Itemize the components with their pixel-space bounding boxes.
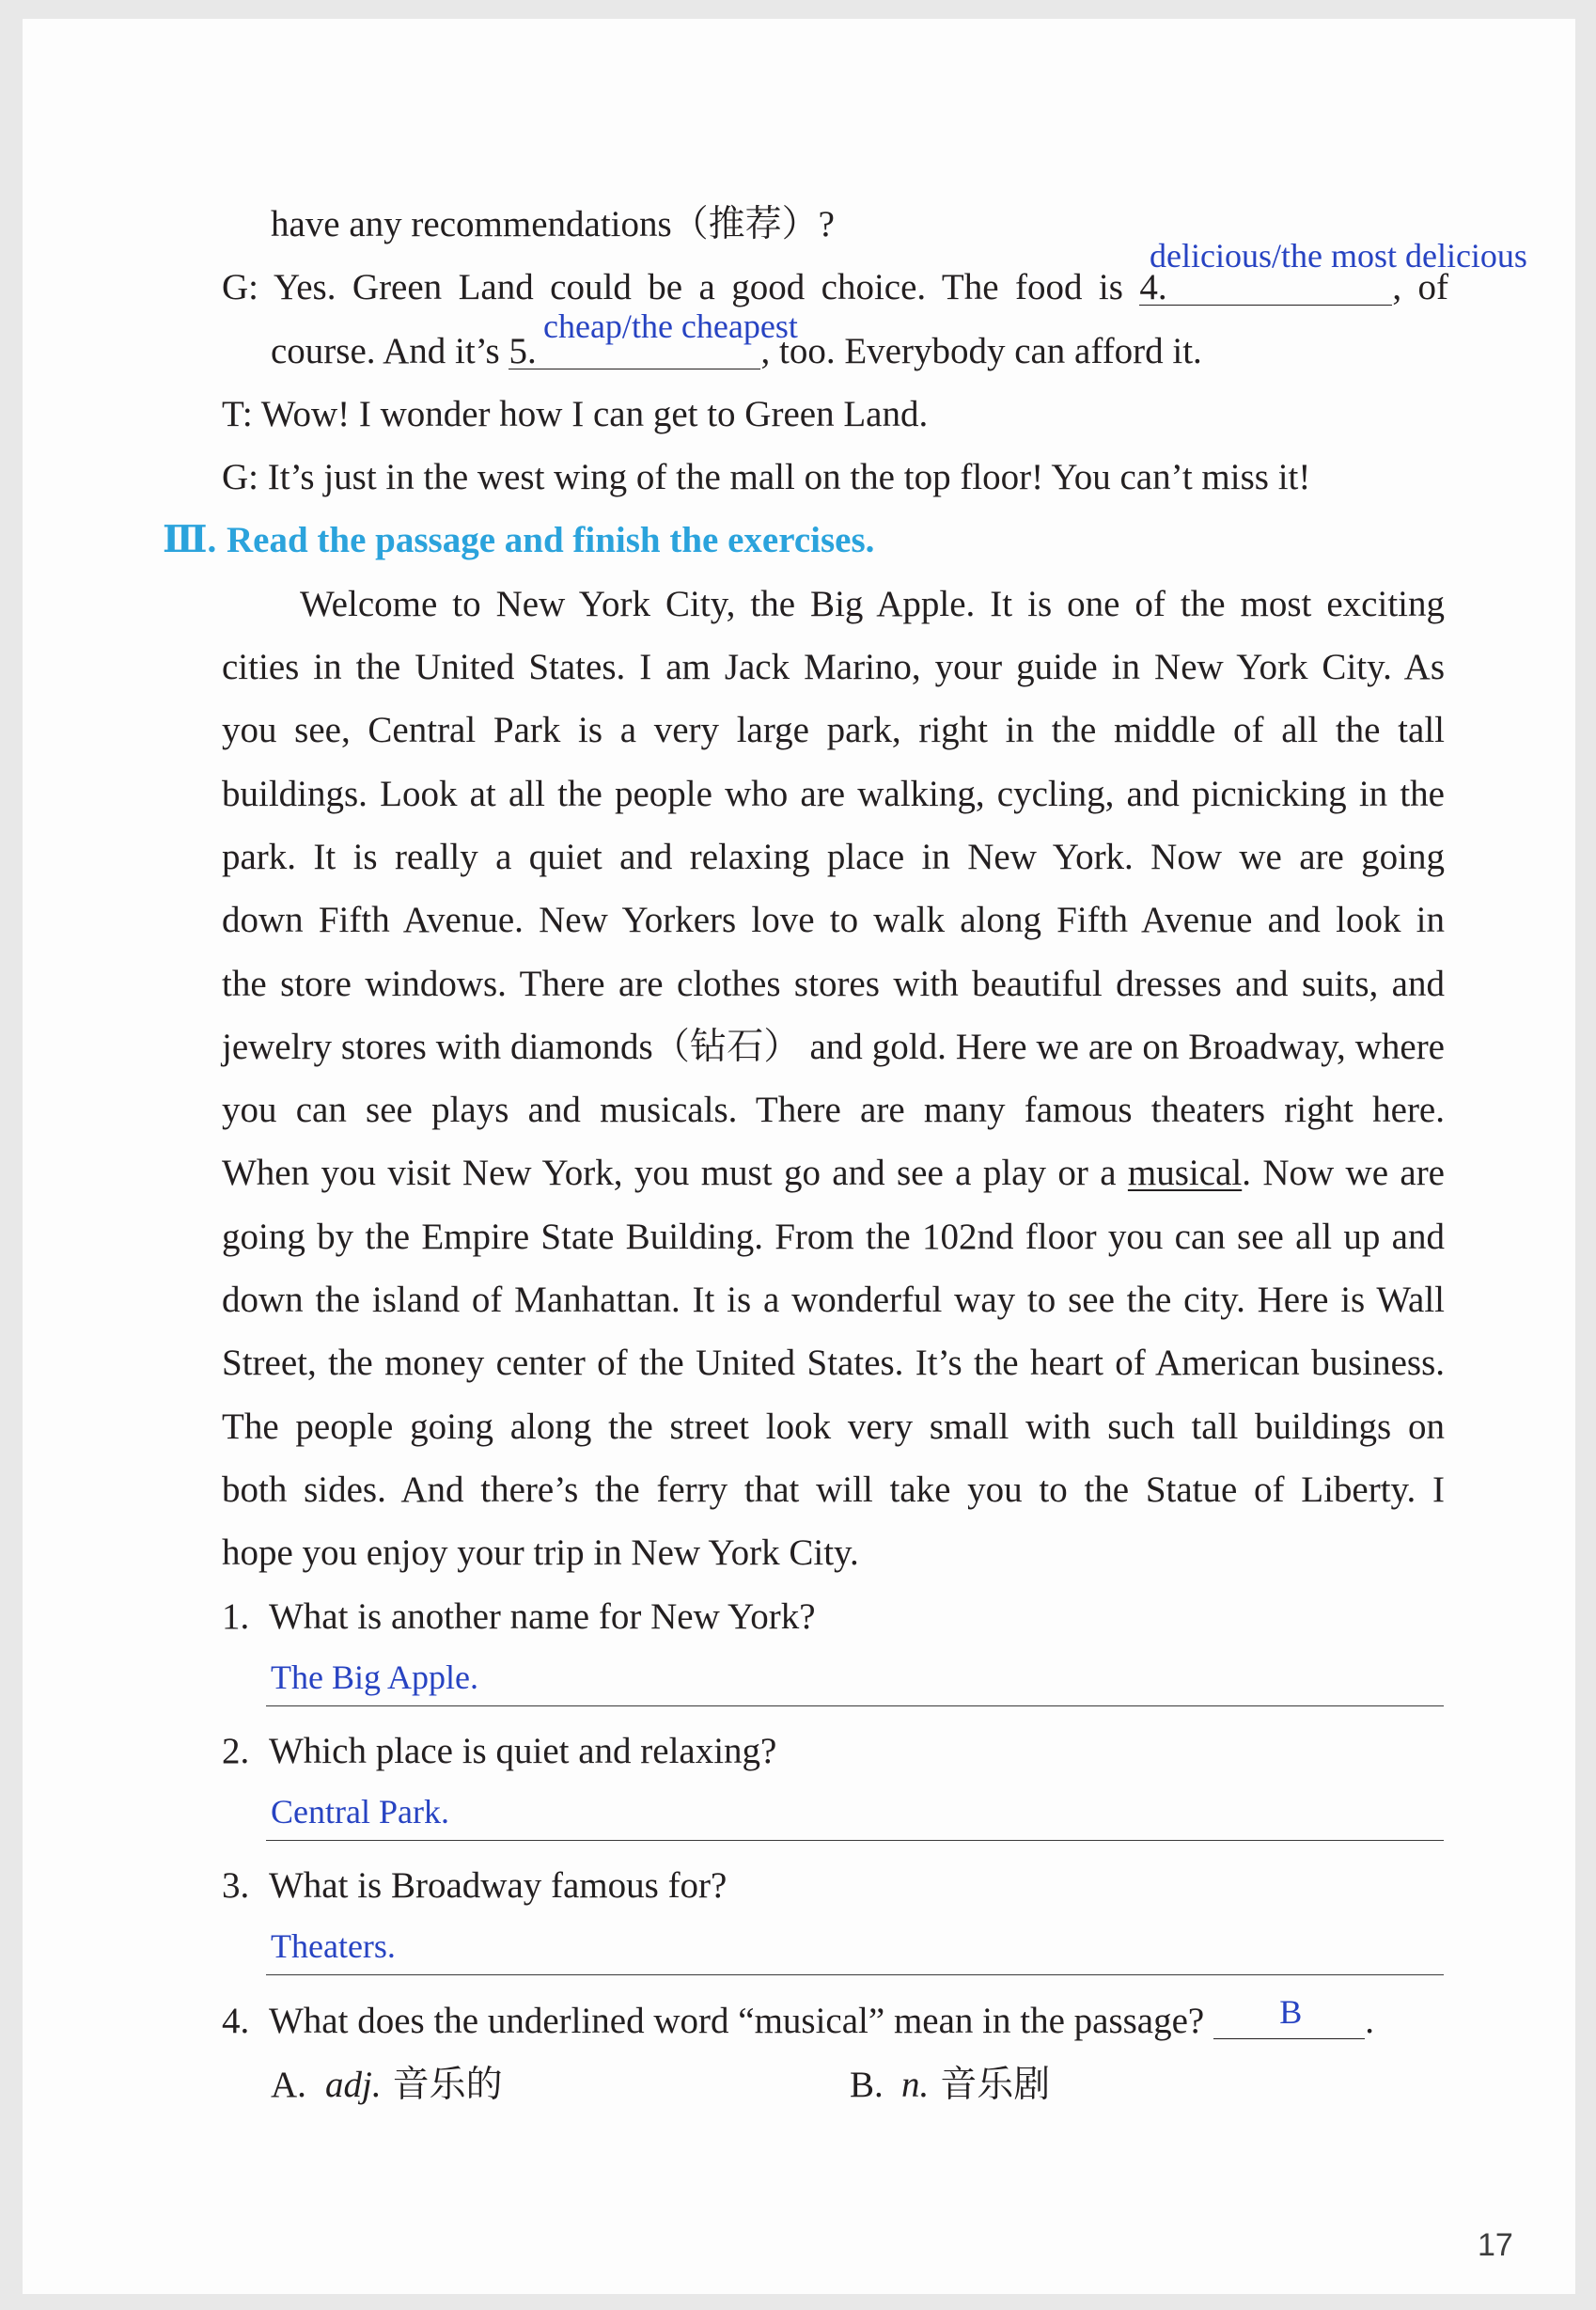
option-letter: B. [850, 2065, 884, 2105]
section-heading [0, 509, 1596, 572]
question-text: What is another name for New York? [269, 1596, 816, 1637]
question-text: What does the underlined word “musical” mean in the passage? [269, 2001, 1205, 2041]
dialogue-text: course. And it’s [271, 330, 509, 371]
answer-rule [266, 1705, 1444, 1706]
page-number: 17 [1478, 2227, 1513, 2263]
passage-line: down Fifth Avenue. New Yorkers love to walk along Fifth Avenue and look in [222, 900, 1445, 941]
option-b [850, 2053, 1050, 2116]
question-number: 1. [222, 1596, 250, 1637]
dialogue-text: , too. Everybody can afford it. [760, 330, 1202, 371]
passage-line: hope you enjoy your trip in New York City. [222, 1532, 859, 1574]
question-text-line [222, 1854, 727, 1917]
question-text-line [222, 1585, 816, 1648]
passage-text: . Now we are [1242, 1153, 1445, 1194]
option-part-of-speech: n. [901, 2065, 930, 2105]
question-number: 3. [222, 1865, 250, 1906]
answer-rule [266, 1974, 1444, 1975]
passage-line: Street, the money center of the United States. It’s the heart of American business. [222, 1343, 1445, 1384]
answer-rule [266, 1840, 1444, 1841]
question-answer: Theaters. [271, 1927, 396, 1965]
dialogue-text: G: Yes. Green Land could be a good choice. The food is [222, 267, 1140, 308]
question-text-line [222, 1720, 776, 1783]
end-punctuation: . [1365, 2001, 1374, 2041]
question-answer: B [1279, 1993, 1303, 2031]
passage-line: down the island of Manhattan. It is a wonderful way to see the city. Here is Wall [222, 1280, 1445, 1321]
section-title: Read the passage and finish the exercises. [227, 520, 875, 561]
question-answer: Central Park. [271, 1793, 449, 1831]
dialogue-text: , of [1392, 267, 1448, 308]
dialogue-line [0, 320, 1596, 383]
underlined-word-musical: musical [1127, 1153, 1243, 1194]
passage-line: park. It is really a quiet and relaxing place in New York. Now we are going [222, 836, 1445, 877]
option-meaning: 音乐剧 [940, 2065, 1051, 2105]
section-numeral: Ⅲ. [163, 520, 217, 561]
question-3 [0, 1854, 1596, 1986]
question-1 [0, 1585, 1596, 1717]
passage-line: jewelry stores with diamonds（钻石） and gold. Here we are on Broadway, where [222, 1026, 1445, 1067]
option-letter: A. [271, 2065, 306, 2105]
dialogue-line: T: Wow! I wonder how I can get to Green Land. [222, 393, 929, 434]
passage-line: the store windows. There are clothes stores with beautiful dresses and suits, and [222, 963, 1445, 1004]
passage-text: When you visit New York, you must go and see a play or a [222, 1153, 1128, 1194]
dialogue-line: G: It’s just in the west wing of the mall on the top floor! You can’t miss it! [222, 457, 1311, 498]
question-text: What is Broadway famous for? [269, 1865, 728, 1906]
passage-line: cities in the United States. I am Jack Marino, your guide in New York City. As [222, 647, 1445, 688]
answer-blank [1213, 1993, 1365, 2039]
question-4 [0, 1989, 1596, 2121]
option-a [271, 2053, 503, 2116]
question-number: 4. [222, 2001, 250, 2041]
passage-line: you can see plays and musicals. There are many famous theaters right here. [222, 1090, 1445, 1131]
dialogue-line [222, 256, 1448, 319]
question-number: 2. [222, 1731, 250, 1771]
blank-5-filled-answer: cheap/the cheapest [543, 307, 798, 345]
passage-line: The people going along the street look very small with such tall buildings on [222, 1406, 1445, 1447]
question-2 [0, 1720, 1596, 1851]
passage-line: going by the Empire State Building. From the 102nd floor you can see all up and [222, 1216, 1445, 1257]
question-text-line [222, 1989, 1374, 2052]
option-part-of-speech: adj. [325, 2065, 382, 2105]
dialogue-line: have any recommendations（推荐）? [271, 204, 835, 244]
passage-line [222, 1141, 1445, 1204]
passage-line: you see, Central Park is a very large park, right in the middle of all the tall [222, 710, 1445, 751]
blank-4: 4. [1139, 270, 1392, 306]
blank-5: 5. [509, 334, 760, 369]
question-answer: The Big Apple. [271, 1658, 478, 1696]
passage-line: buildings. Look at all the people who are walking, cycling, and picnicking in the [222, 773, 1445, 814]
passage-line: both sides. And there’s the ferry that will take you to the Statue of Liberty. I [222, 1469, 1445, 1510]
blank-4-filled-answer: delicious/the most delicious [1150, 237, 1527, 275]
question-text: Which place is quiet and relaxing? [269, 1731, 777, 1771]
option-meaning: 音乐的 [392, 2065, 503, 2105]
main-text [0, 193, 1596, 1585]
passage-line: Welcome to New York City, the Big Apple. It is one of the most exciting [300, 583, 1445, 624]
